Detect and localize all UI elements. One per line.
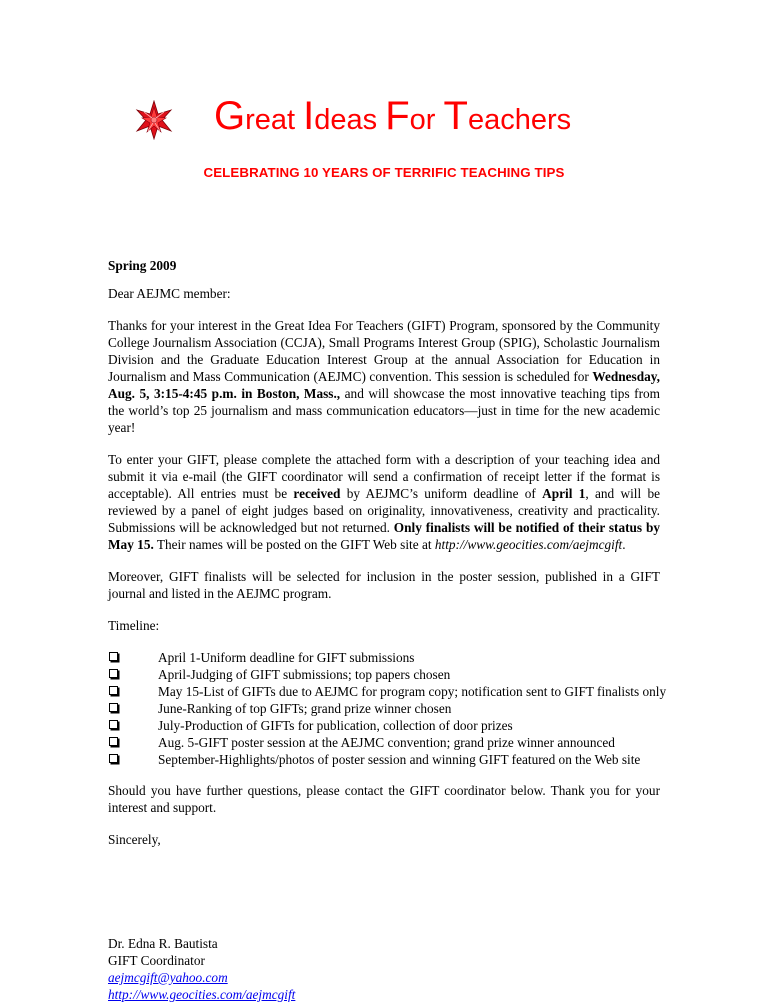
checkbox-icon — [109, 737, 118, 746]
page-title — [214, 95, 571, 141]
gift-bow-icon — [134, 100, 174, 140]
signer-name: Dr. Edna R. Bautista — [108, 936, 218, 951]
text-run: To enter your GIFT, please complete the attached form with a description of your teaching idea and submit it via e-mail (the GIFT coordinator will send a confirmation of receipt letter if the format is acceptable). All entries must be — [108, 452, 660, 501]
timeline-label: Timeline: — [108, 618, 160, 633]
list-item — [108, 649, 660, 666]
text-run: . — [622, 537, 626, 552]
text-run: Thanks for your interest in the Great Idea For Teachers (GIFT) Program, sponsored by the Community College Journalism Association (CCJA), Small Programs Interest Group (SPIG), Scholastic Journalism Division and the Graduate Education Interest Group at the annual Association for Education in Journalism and Mass Communication (AEJMC) convention. This session is scheduled for — [108, 318, 660, 384]
checkbox-icon — [109, 703, 118, 712]
finalist-notice: Only finalists will be notified of their status by May 15. — [108, 520, 660, 552]
list-item — [108, 717, 660, 734]
text-run: by AEJMC’s uniform deadline of — [340, 486, 543, 501]
checkbox-icon — [109, 686, 118, 695]
title-rest: deas — [314, 104, 386, 136]
entry-paragraph — [108, 451, 660, 553]
checkbox-icon — [109, 754, 118, 763]
email-line — [108, 969, 660, 986]
closing: Sincerely, — [108, 832, 161, 847]
timeline-text: May 15-List of GIFTs due to AEJMC for program copy; notification sent to GIFT finalists only — [158, 684, 667, 699]
text-run: and will showcase the most innovative teaching tips from the world’s top 25 journalism and mass communication educators—just in time for the new academic year! — [108, 386, 660, 435]
list-item — [108, 666, 660, 683]
text-run: Their names will be posted on the GIFT Web site at — [153, 537, 435, 552]
title-rest: or — [409, 104, 444, 136]
finalists-paragraph: Moreover, GIFT finalists will be selected for inclusion in the poster session, published in a GIFT journal and listed in the AEJMC program. — [108, 569, 660, 601]
checkbox-icon — [109, 720, 118, 729]
title-cap: F — [385, 94, 410, 138]
session-date: Wednesday, Aug. 5, 3:15-4:45 p.m. in Boston, Mass., — [108, 369, 660, 401]
title-rest: eachers — [467, 104, 572, 136]
timeline-text: September-Highlights/photos of poster session and winning GIFT featured on the Web site — [158, 752, 641, 767]
page-subtitle: CELEBRATING 10 YEARS OF TERRIFIC TEACHING TIPS — [203, 165, 565, 180]
email-link[interactable]: aejmcgift@yahoo.com — [108, 970, 228, 985]
checkbox-icon — [109, 669, 118, 678]
list-item — [108, 683, 667, 700]
intro-paragraph — [108, 317, 660, 436]
salutation: Dear AEJMC member: — [108, 286, 231, 301]
checkbox-icon — [109, 652, 118, 661]
list-item — [108, 734, 660, 751]
masthead — [0, 92, 768, 152]
timeline-text: April 1-Uniform deadline for GIFT submissions — [158, 650, 415, 665]
text-run: , and will be reviewed by a panel of eight judges based on originality, innovativeness, creativity and practicality. Submissions will be acknowledged but not returned. — [108, 486, 660, 535]
timeline-text: Aug. 5-GIFT poster session at the AEJMC convention; grand prize winner announced — [158, 735, 615, 750]
list-item — [108, 751, 660, 768]
title-cap: G — [214, 94, 246, 138]
timeline-text: April-Judging of GIFT submissions; top papers chosen — [158, 667, 451, 682]
letter-body — [108, 257, 667, 1003]
title-cap: I — [303, 94, 315, 138]
list-item — [108, 700, 660, 717]
signature-block — [108, 935, 660, 1003]
signer-role: GIFT Coordinator — [108, 953, 205, 968]
signature-space — [108, 863, 660, 935]
emphasis-received: received — [293, 486, 341, 501]
deadline-date: April 1 — [542, 486, 586, 501]
website-inline: http://www.geocities.com/aejmcgift — [434, 537, 623, 552]
website-link[interactable]: http://www.geocities.com/aejmcgift — [108, 987, 296, 1002]
title-cap: T — [443, 94, 468, 138]
contact-paragraph: Should you have further questions, please contact the GIFT coordinator below. Thank you for your interest and support. — [108, 783, 660, 815]
timeline-list — [108, 649, 667, 768]
timeline-text: June-Ranking of top GIFTs; grand prize winner chosen — [158, 701, 452, 716]
semester-heading: Spring 2009 — [108, 258, 177, 273]
title-rest: reat — [245, 104, 304, 136]
website-line — [108, 986, 660, 1003]
timeline-text: July-Production of GIFTs for publication, collection of door prizes — [158, 718, 513, 733]
